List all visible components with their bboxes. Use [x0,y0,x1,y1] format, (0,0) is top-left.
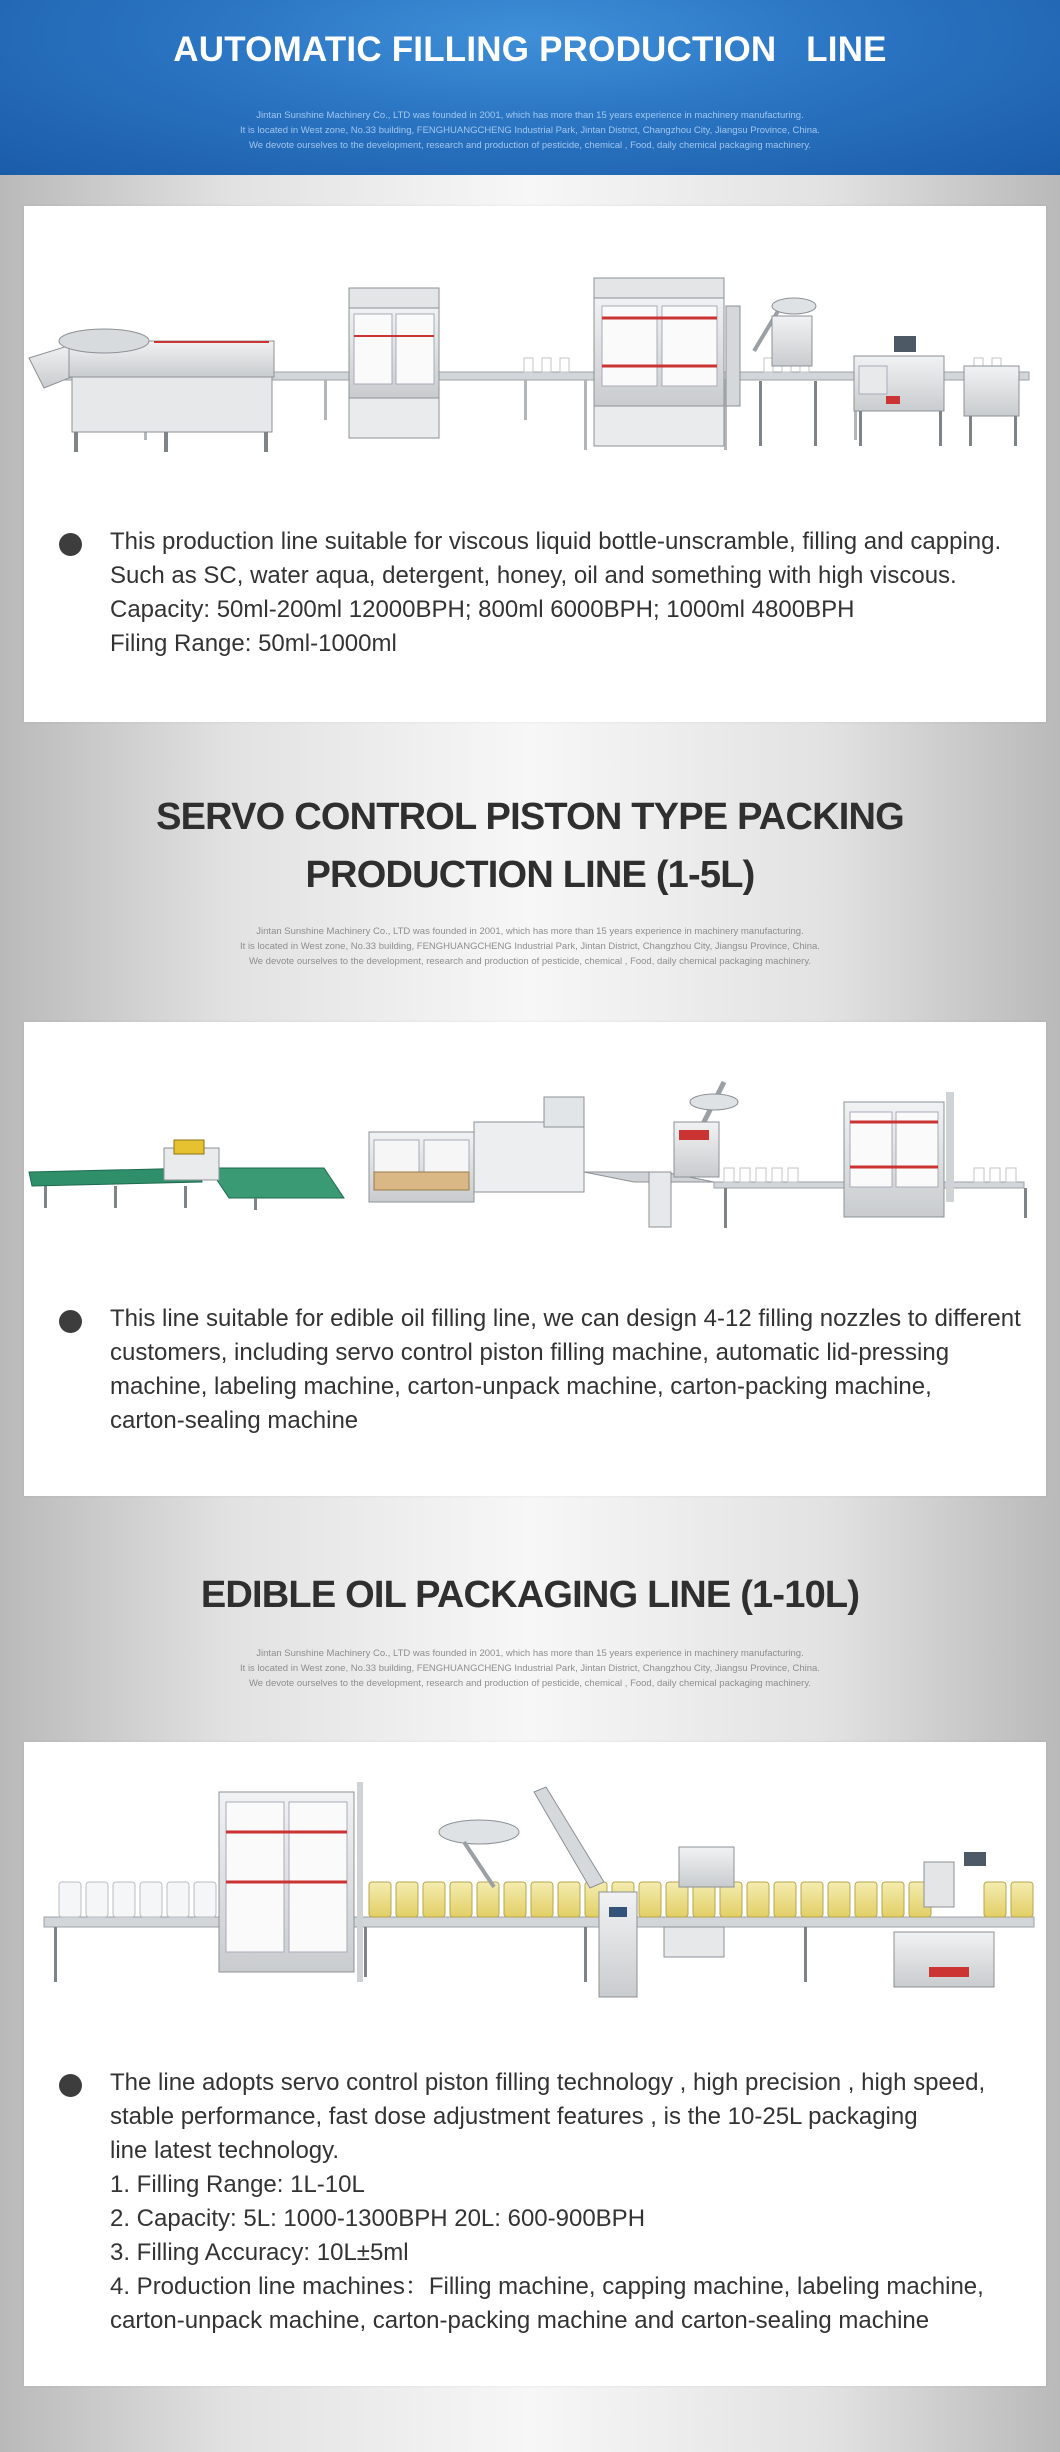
desc-line: 2. Capacity: 5L: 1000-1300BPH 20L: 600-900BPH [110,2205,646,2232]
desc-line: stable performance, fast dose adjustment features , is the 10-25L packaging [110,2103,918,2130]
intro-line: We devote ourselves to the development, research and production of pesticide, chemical , Food, daily chemical packaging machinery. [248,956,812,967]
edible-oil-line-image [24,1742,1046,2032]
desc-line: customers, including servo control piston filling machine, automatic lid-pressing [110,1339,950,1366]
bullet-dot [59,2074,82,2097]
product-card-3 [24,1742,1046,2386]
desc-line: Capacity: 50ml-200ml 12000BPH; 800ml 6000BPH; 1000ml 4800BPH [110,596,855,623]
desc-line: 1. Filling Range: 1L-10L [110,2171,365,2198]
intro-line: It is located in West zone, No.33 building, FENGHUANGCHENG Industrial Park, Jintan District, Changzhou City, Jiangsu Province, China. [240,941,820,952]
desc-line: The line adopts servo control piston filling technology , high precision , high speed, [110,2069,986,2096]
product-card-2 [24,1022,1046,1496]
desc-line: 4. Production line machines：Filling machine, capping machine, labeling machine, [110,2273,984,2300]
bullet-dot [59,1310,82,1333]
product-card-1 [24,206,1046,722]
desc-line: carton-unpack machine, carton-packing machine and carton-sealing machine [110,2307,930,2334]
desc-line: This production line suitable for viscous liquid bottle-unscramble, filling and capping. [110,528,1002,555]
product-description-3 [59,2066,1044,2338]
hero-banner [0,0,1060,175]
section-title-line: PRODUCTION LINE (1-5L) [305,854,755,896]
intro-line: It is located in West zone, No.33 building, FENGHUANGCHENG Industrial Park, Jintan District, Changzhou City, Jiangsu Province, China. [240,125,820,136]
intro-line: We devote ourselves to the development, research and production of pesticide, chemical , Food, daily chemical packaging machinery. [248,140,812,151]
product-description-2 [59,1302,1044,1438]
desc-line: line latest technology. [110,2137,340,2164]
bullet-dot [59,533,82,556]
desc-line: Such as SC, water aqua, detergent, honey, oil and something with high viscous. [110,562,957,589]
intro-line: Jintan Sunshine Machinery Co., LTD was founded in 2001, which has more than 15 years experience in machinery manufacturing. [256,110,804,121]
section-title-2 [0,788,1060,904]
bottle-filling-line-image [24,206,1046,486]
intro-line: Jintan Sunshine Machinery Co., LTD was founded in 2001, which has more than 15 years experience in machinery manufacturing. [256,1648,804,1659]
hero-intro [0,108,1060,153]
page-title: AUTOMATIC FILLING PRODUCTION LINE [173,30,887,69]
intro-line: It is located in West zone, No.33 building, FENGHUANGCHENG Industrial Park, Jintan District, Changzhou City, Jiangsu Province, China. [240,1663,820,1674]
intro-line: Jintan Sunshine Machinery Co., LTD was founded in 2001, which has more than 15 years experience in machinery manufacturing. [256,926,804,937]
desc-line: machine, labeling machine, carton-unpack machine, carton-packing machine, [110,1373,932,1400]
product-description-1 [59,525,1044,661]
desc-line: 3. Filling Accuracy: 10L±5ml [110,2239,409,2266]
section-intro-2 [0,924,1060,969]
intro-line: We devote ourselves to the development, research and production of pesticide, chemical , Food, daily chemical packaging machinery. [248,1678,812,1689]
desc-line: This line suitable for edible oil filling line, we can design 4-12 filling nozzles to different [110,1305,1021,1332]
section-title-3 [0,1566,1060,1624]
section-title-line: EDIBLE OIL PACKAGING LINE (1-10L) [200,1574,860,1616]
section-title-line: SERVO CONTROL PISTON TYPE PACKING [156,796,904,838]
section-intro-3 [0,1646,1060,1691]
desc-line: Filing Range: 50ml-1000ml [110,630,397,657]
desc-line: carton-sealing machine [110,1407,359,1434]
piston-packing-line-image [24,1022,1046,1272]
